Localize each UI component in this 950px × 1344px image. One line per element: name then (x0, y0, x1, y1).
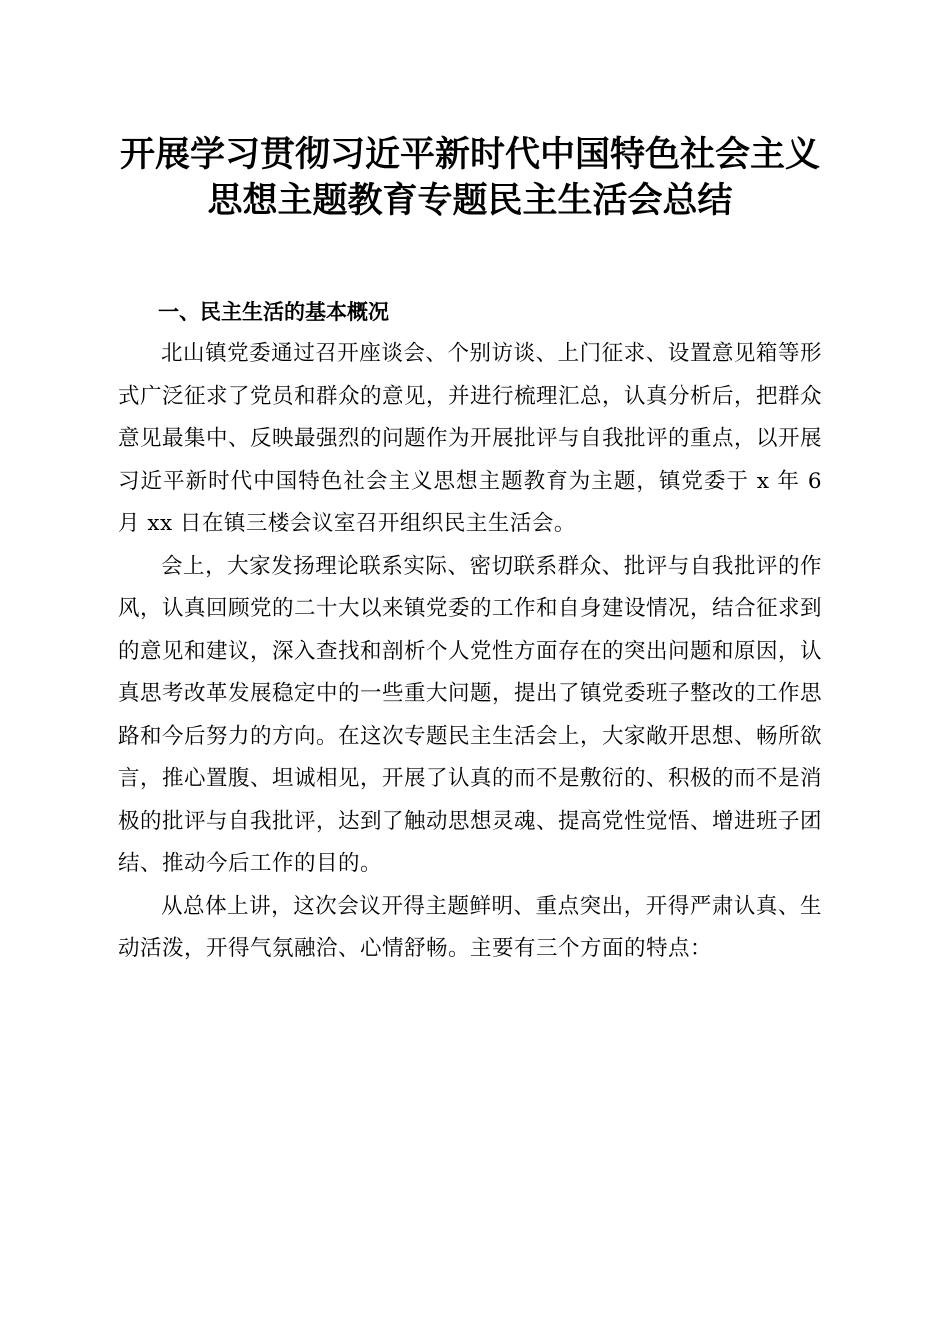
paragraph-1: 北山镇党委通过召开座谈会、个别访谈、上门征求、设置意见箱等形式广泛征求了党员和群众的意见，并进行梳理汇总，认真分析后，把群众意见最集中、反映最强烈的问题作为开展批评与自我批评的重点，以开展习近平新时代中国特色社会主义思想主题教育为主题，镇党委于 x 年 6 月 xx 日在镇三楼会议室召开组织民主生活会。 (118, 341, 823, 536)
title-line-1: 开展学习贯彻习近平新时代中国特色社会主义 (119, 134, 820, 175)
paragraph-3: 从总体上讲，这次会议开得主题鲜明、重点突出，开得严肃认真、生动活泼，开得气氛融洽、心情舒畅。主要有三个方面的特点： (118, 893, 822, 961)
document-page (118, 132, 822, 971)
paragraph-2: 会上，大家发扬理论联系实际、密切联系群众、批评与自我批评的作风，认真回顾党的二十大以来镇党委的工作和自身建设情况，结合征求到的意见和建议，深入查找和剖析个人党性方面存在的突出问题和原因，认真思考改革发展稳定中的一些重大问题，提出了镇党委班子整改的工作思路和今后努力的方向。在这次专题民主生活会上，大家敞开思想、畅所欲言，推心置腹、坦诚相见，开展了认真的而不是敷衍的、积极的而不是消极的批评与自我批评，达到了触动思想灵魂、提高党性觉悟、增进班子团结、推动今后工作的目的。 (118, 553, 823, 876)
title-line-2: 思想主题教育专题民主生活会总结 (207, 180, 733, 221)
document-title (118, 132, 822, 224)
section-heading-basic-overview: 一、民主生活的基本概况 (158, 300, 389, 324)
